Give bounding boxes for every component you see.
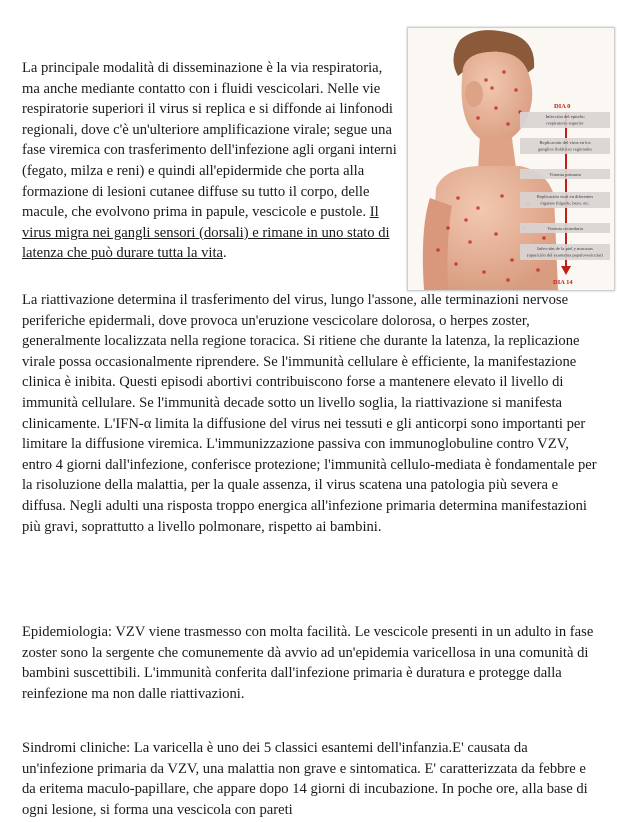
varicella-pathogenesis-figure xyxy=(407,27,615,291)
rash-spot xyxy=(494,232,498,236)
rash-spot xyxy=(510,258,514,262)
paragraph-reactivation: La riattivazione determina il trasferimento del virus, lungo l'assone, alle terminazioni nervose periferiche epidermali, dove provoca un'eruzione vescicolare dolorosa, o herpes zoster, generalmente localizzata nella regione toracica. Si ritiene che durante la latenza, la replicazione virale possa occasionalmente riprendere. Se l'immunità cellulare è efficiente, la manifestazione clinica è inibita. Questi episodi abortivi contribuiscono forse a mantenere elevato il livello di immunità cellulare. Se l'immunità decade sotto un livello soglia, la riattivazione si manifesta clinicamente. L'IFN-α limita la diffusione del virus nei tessuti e gli anticorpi sono importanti per limitare la diffusione viremica. L'immunizzazione passiva con immunoglobuline contro VZV, entro 4 giorni dall'infezione, conferisce protezione; l'immunità cellulo-mediata è fondamentale per la risoluzione della malattia, per la quale assenza, il virus scatena una patologia più severa e diffusa. Negli adulti una risposta troppo energica all'infezione primaria determina manifestazioni più gravi, soprattutto a livello polmonare, rispetto ai bambini. xyxy=(22,292,597,535)
rash-spot xyxy=(464,218,468,222)
child-ear xyxy=(465,81,483,107)
figure-illustration xyxy=(408,28,614,290)
rash-spot xyxy=(476,206,480,210)
underlined-latency-text: Il virus migra nei gangli sensori (dorsali) e rimane in uno stato di latenza che può durare tutta la vita xyxy=(22,204,390,262)
paragraph-epidemiology: Epidemiologia: VZV viene trasmesso con molta facilità. Le vescicole presenti in un adulto in fase zoster sono la sergente che comunemente dà avvio ad un'epidemia varicellosa in una comunità di bambini suscettibili. L'immunità conferita dall'infezione primaria è duratura e protegge dalla reinfezione ma non dalle riattivazioni. xyxy=(22,624,594,702)
timeline-step xyxy=(520,112,610,128)
timeline-step xyxy=(520,223,610,233)
paragraph-text: . xyxy=(222,245,227,262)
rash-spot xyxy=(506,122,510,126)
timeline-step-label: Replicación del virus en los xyxy=(539,140,591,145)
rash-spot xyxy=(436,248,440,252)
rash-spot xyxy=(536,268,540,272)
rash-spot xyxy=(506,278,510,282)
rash-spot xyxy=(514,88,518,92)
paragraph-dissemination xyxy=(22,58,402,264)
paragraph-text: La principale modalità di disseminazione è la via respiratoria, ma anche mediante contatto con i fluidi vescicolari. Nelle vie respiratorie superiori il virus si replica e si diffonde ai linfonodi regionali, dove c'è un'ulteriore amplificazione virale; segue una fase viremica con trasferimento dell'infezione agli organi interni (fegato, milza e reni) e quindi all'epidermide che porta alla formazione di lesioni cutanee diffuse su tutto il corpo, delle macule, che evolvono prima in papule, vescicole e pustole. xyxy=(22,60,397,221)
timeline-step-label: Viremia primaria xyxy=(549,172,581,177)
timeline-step-label: Viremia secundaria xyxy=(547,226,583,231)
timeline-step-label: Infección de la piel y mucosas xyxy=(537,246,593,251)
rash-spot xyxy=(482,270,486,274)
timeline-step xyxy=(520,192,610,208)
rash-spot xyxy=(484,78,488,82)
timeline-step xyxy=(520,138,610,154)
timeline-step-label: (aparición del exantema papulovesicular) xyxy=(527,252,603,258)
timeline-step-label: Replicación viral en diferentes xyxy=(536,194,594,199)
rash-spot xyxy=(494,106,498,110)
paragraph-clinical-syndromes: Sindromi cliniche: La varicella è uno dei 5 classici esantemi dell'infanzia.E' causata da un'infezione primaria da VZV, una malattia non grave e sintomatica. E' caratterizzata da febbre e da eritema maculo-papillare, che appare dopo 14 giorni di incubazione. In poche ore, alla base di ogni lesione, si forma una vescicola con pareti xyxy=(22,740,588,818)
rash-spot xyxy=(490,86,494,90)
rash-spot xyxy=(542,236,546,240)
rash-spot xyxy=(446,226,450,230)
timeline-step xyxy=(520,169,610,179)
rash-spot xyxy=(502,70,506,74)
timeline-step-label: ganglios linfáticos regionales xyxy=(538,146,592,152)
rash-spot xyxy=(454,262,458,266)
day-end-label: DIA 14 xyxy=(553,279,573,286)
rash-spot xyxy=(500,194,504,198)
timeline-step-label: Infección del epitelio xyxy=(545,114,585,119)
rash-spot xyxy=(456,196,460,200)
timeline-step xyxy=(520,244,610,260)
rash-spot xyxy=(476,116,480,120)
timeline-step-label: respiratorio superior xyxy=(546,120,584,126)
timeline-step-label: órganos (hígado, bazo, etc. xyxy=(540,200,590,206)
child-neck xyxy=(478,136,516,170)
rash-spot xyxy=(468,240,472,244)
day-start-label: DIA 0 xyxy=(554,103,571,110)
